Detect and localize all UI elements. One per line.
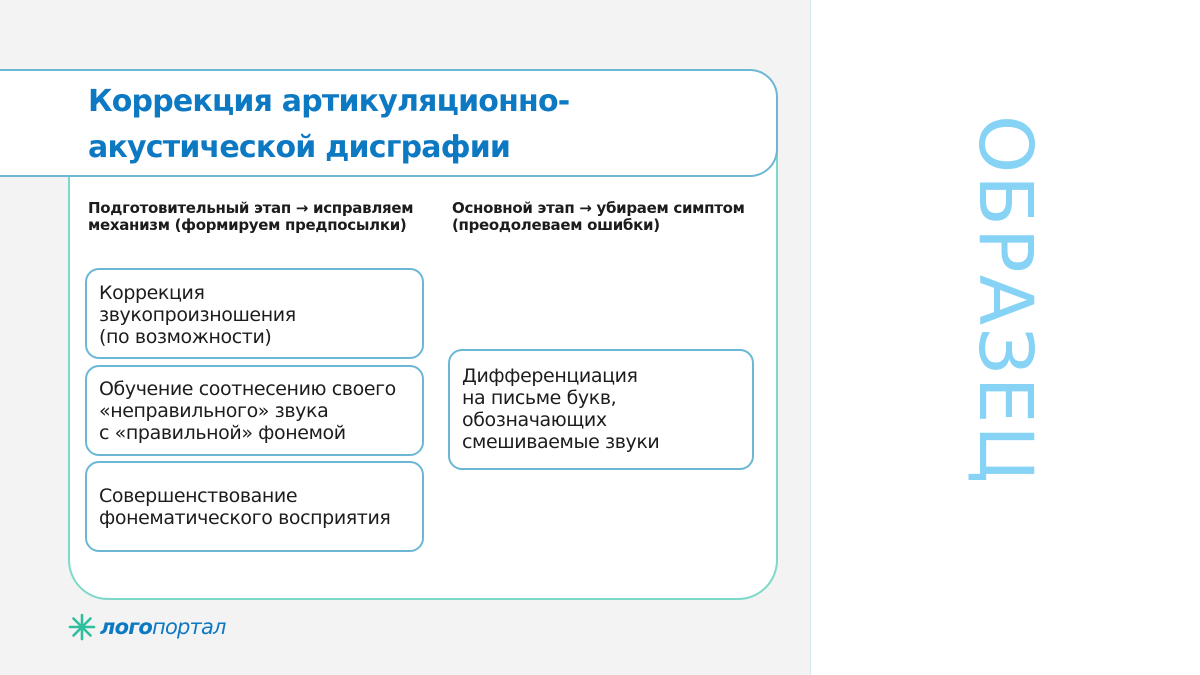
card-sound-phoneme-correlation (85, 365, 424, 456)
card-phonemic-perception (85, 461, 424, 552)
logo-text-light: портал (152, 615, 226, 639)
card-sound-pronunciation (85, 268, 424, 359)
preparatory-stage-heading: Подготовительный этап → исправляем механизм (формируем предпосылки) (88, 199, 414, 234)
main-stage-heading: Основной этап → убираем симптом (преодолеваем ошибки) (452, 199, 745, 234)
asterisk-logo-icon (68, 613, 96, 641)
card-letter-differentiation (448, 349, 754, 470)
slide-title: Коррекция артикуляционно-акустической дисграфии (88, 84, 570, 165)
watermark-text: ОБРАЗЕЦ (962, 115, 1048, 485)
logo-wordmark (100, 615, 226, 639)
card-text: Коррекция звукопроизношения (по возможности) (99, 282, 296, 348)
card-text: Обучение соотнесению своего «неправильного» звука с «правильной» фонемой (99, 378, 396, 444)
logoportal-logo (68, 613, 226, 641)
logo-text-bold: логo (100, 615, 153, 639)
card-text: Совершенствование фонематического восприятия (99, 484, 391, 529)
card-text: Дифференциация на письме букв, обозначающих смешиваемые звуки (462, 365, 660, 453)
